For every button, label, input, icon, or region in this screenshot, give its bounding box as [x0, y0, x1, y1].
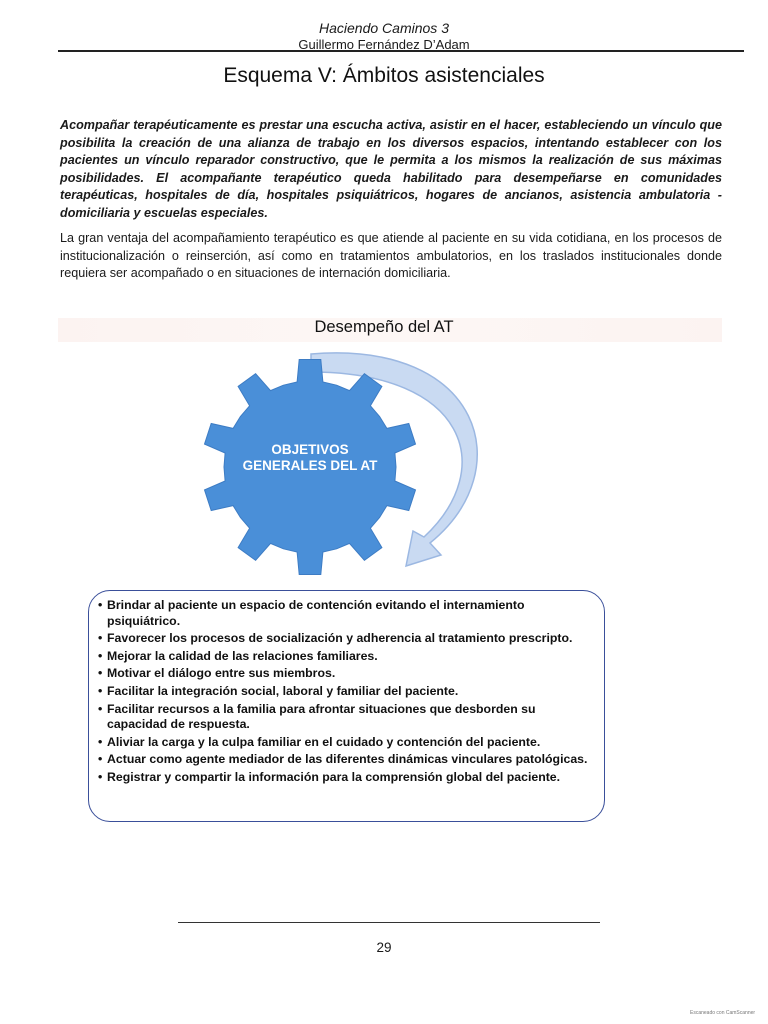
- diagram-title: Desempeño del AT: [314, 318, 454, 336]
- goal-item: • Facilitar la integración social, laboral y familiar del paciente.: [98, 684, 598, 700]
- gear-label: OBJETIVOS GENERALES DEL AT: [242, 442, 378, 473]
- scanner-watermark: Escaneado con CamScanner: [690, 1010, 756, 1016]
- page-number: 29: [376, 940, 392, 955]
- goal-item: • Motivar el diálogo entre sus miembros.: [98, 666, 598, 682]
- intro-bold-paragraph: Acompañar terapéuticamente es prestar una escucha activa, asistir en el hacer, estableciendo un vínculo que posibilita la creación de una alianza de trabajo en los diversos espacios, intentando establecer con los pacientes un vínculo reparador constructivo, que le permita a los mismos la realización de sus máximas posibilidades. El acompañante terapéutico queda habilitado para desempeñarse en comunidades terapéuticas, hospitales de día, hospitales psiquiátricos, hogares de ancianos, asistencia ambulatoria - domiciliaria y escuelas especiales.: [60, 118, 722, 220]
- page-title: Esquema V: Ámbitos asistenciales: [223, 64, 545, 87]
- goals-list: [98, 598, 598, 788]
- footer-divider: [178, 922, 600, 923]
- goal-item: • Aliviar la carga y la culpa familiar en el cuidado y contención del paciente.: [98, 735, 598, 751]
- goal-item: • Registrar y compartir la información para la comprensión global del paciente.: [98, 770, 598, 786]
- goal-item: • Favorecer los procesos de socialización y adherencia al tratamiento prescripto.: [98, 631, 598, 647]
- goal-item: • Mejorar la calidad de las relaciones familiares.: [98, 649, 598, 665]
- goal-item: • Facilitar recursos a la familia para afrontar situaciones que desborden su capacidad de respuesta.: [98, 702, 598, 733]
- book-title: Haciendo Caminos 3: [319, 20, 449, 36]
- goal-item: • Actuar como agente mediador de las diferentes dinámicas vinculares patológicas.: [98, 752, 598, 768]
- intro-paragraph: La gran ventaja del acompañamiento terapéutico es que atiende al paciente en su vida cotidiana, en los procesos de institucionalización o reinserción, así como en tratamientos ambulatorios, en los traslados institucionales donde requiera ser acompañado o en situaciones de internación domiciliaria.: [60, 231, 722, 281]
- author-name: Guillermo Fernández D’Adam: [298, 37, 470, 52]
- goal-item: • Brindar al paciente un espacio de contención evitando el internamiento psiquiátrico.: [98, 598, 598, 629]
